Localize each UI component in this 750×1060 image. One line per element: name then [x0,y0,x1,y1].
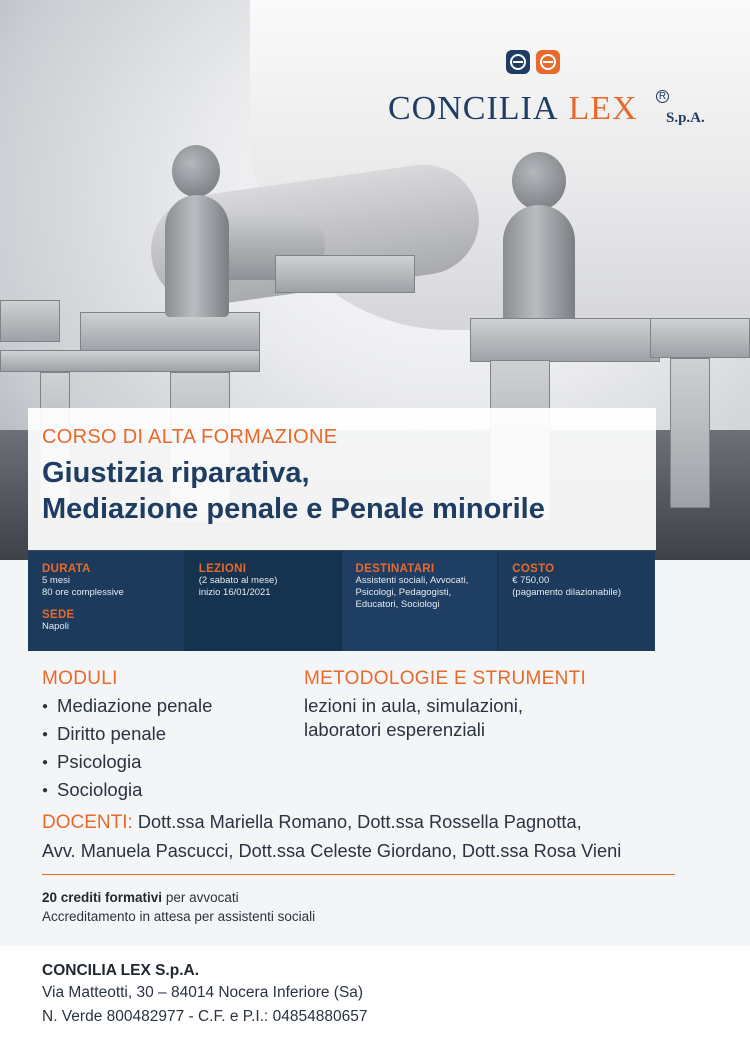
metodologie-section [304,668,704,742]
title-panel [28,408,656,550]
list-item: ● Mediazione penale [42,694,292,722]
docenti-label: DOCENTI: [42,812,133,833]
info-lezioni: LEZIONI (2 sabato al mese) inizio 16/01/2021 [185,551,342,651]
wood-block [0,350,260,372]
info-destinatari: DESTINATARI Assistenti sociali, Avvocati, Psicologi, Pedagogisti, Educatori, Sociologi [342,551,499,651]
credits-note: 20 crediti formativi per avvocati Accreditamento in attesa per assistenti sociali [42,890,316,924]
info-durata: DURATA 5 mesi 80 ore complessive SEDE Napoli [28,551,185,651]
wood-block [0,300,60,342]
figure-head [172,145,220,197]
bridge-block [275,255,415,293]
docenti-line: Dott.ssa Mariella Romano, Dott.ssa Rossella Pagnotta, [137,812,582,832]
metodologie-title: METODOLOGIE E STRUMENTI [304,668,587,689]
list-item: ● Psicologia [42,750,292,778]
figure-body [165,195,229,317]
info-sede: SEDE [42,609,75,621]
wood-block [650,318,750,358]
moduli-section [42,668,292,806]
docenti-section [42,808,712,865]
logo-wordmark: CONCILIA LEX [388,90,638,127]
wood-block [670,358,710,508]
course-title: Giustizia riparativa, Mediazione penale e Penale minorile [42,457,545,525]
footer-company: CONCILIA LEX S.p.A. [42,962,200,979]
logo-suffix: S.p.A. [666,110,705,126]
logo-mark-icon [536,50,560,74]
metodologie-text: lezioni in aula, simulazioni, laboratori esperenziali [304,695,524,740]
registered-mark: R [656,90,669,103]
logo-mark-icon [506,50,530,74]
wood-block [80,312,260,352]
company-logo [388,50,718,130]
footer-address: Via Matteotti, 30 – 84014 Nocera Inferiore (Sa) [42,984,364,1001]
course-info-band [28,551,655,651]
docenti-line: Avv. Manuela Pascucci, Dott.ssa Celeste Giordano, Dott.ssa Rosa Vieni [42,841,622,861]
footer-contacts: N. Verde 800482977 - C.F. e P.I.: 04854880657 [42,1008,368,1025]
moduli-list [42,694,292,806]
figure-head [512,152,566,210]
wood-block [470,318,660,362]
list-item: ● Sociologia [42,778,292,806]
moduli-title: MODULI [42,668,118,689]
course-kicker: CORSO DI ALTA FORMAZIONE [42,426,338,448]
info-costo: COSTO € 750,00 (pagamento dilazionabile) [512,563,622,598]
figure-body [503,205,575,325]
list-item: ● Diritto penale [42,722,292,750]
divider [42,874,675,875]
footer [0,946,750,1060]
